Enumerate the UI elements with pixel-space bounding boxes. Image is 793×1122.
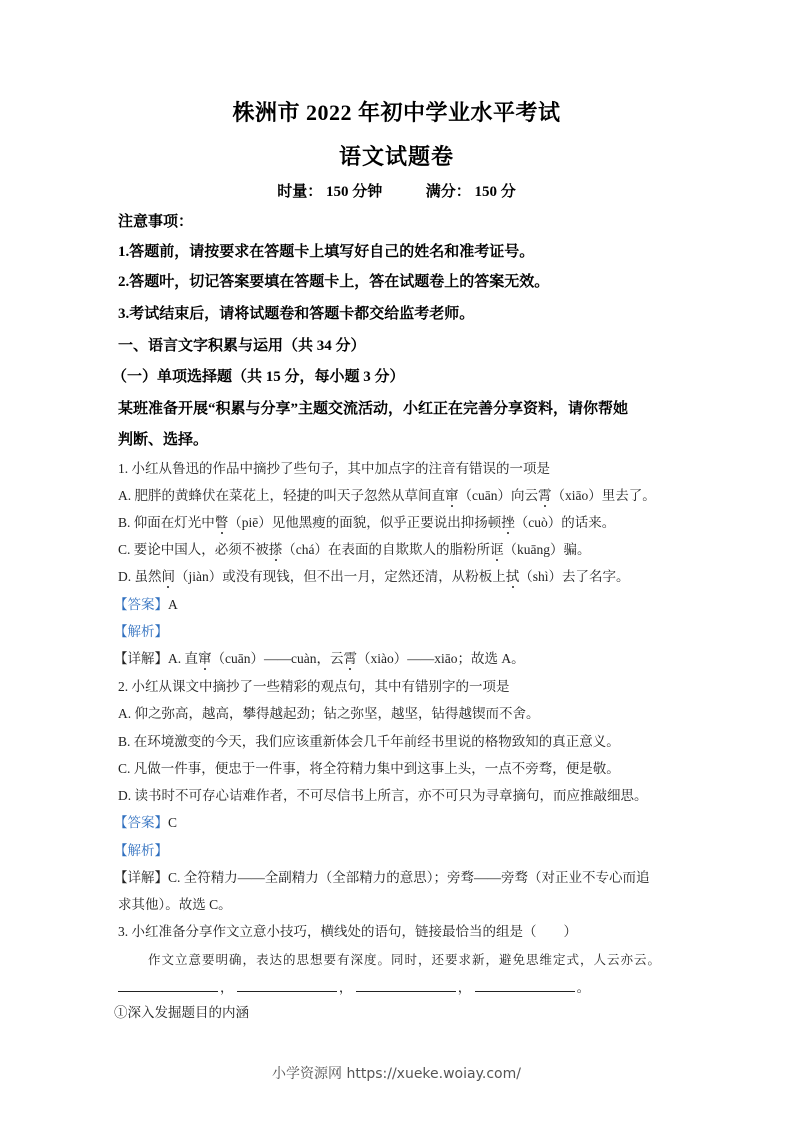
dotted-char: 诓 — [490, 542, 504, 557]
exam-title: 株洲市 2022 年初中学业水平考试 — [232, 100, 561, 125]
detail-line: 求其他）。故选 C。 — [118, 897, 232, 912]
note-item: 1.答题前，请按要求在答题卡上填写好自己的姓名和准考证号。 — [118, 244, 535, 260]
question-stem: 1. 小红从鲁迅的作品中摘抄了些句子，其中加点字的注音有错误的一项是 — [118, 461, 550, 476]
option-text: C. 要论中国人，必须不被 — [118, 542, 269, 557]
option-text: （cuān）向云 — [458, 488, 538, 503]
footer-watermark: 小学资源网 https://xueke.woiay.com/ — [272, 1066, 521, 1082]
blank-sep: 。 — [576, 980, 591, 995]
option-b — [118, 513, 678, 533]
detail-text: C. 全符精力——全副精力（全部精力的意思）；旁骛——旁骛（对正业不专心而追 — [168, 870, 650, 885]
blank-sep: ， — [457, 980, 472, 995]
analysis-label: 【解析】 — [114, 624, 168, 639]
detail-label: 【详解】 — [114, 651, 168, 666]
option-d: D. 读书时不可存心诘难作者，不可尽信书上所言，亦不可只为寻章摘句，而应推敲细思。 — [118, 788, 648, 803]
fill-blanks — [118, 978, 678, 998]
exam-meta — [0, 180, 793, 201]
blank-4 — [475, 979, 575, 992]
note-item: 3.考试结束后，请将试题卷和答题卡都交给监考老师。 — [118, 306, 475, 322]
answer-value: C — [168, 815, 178, 830]
section-intro: 判断、选择。 — [118, 432, 209, 448]
detail-label: 【详解】 — [114, 870, 168, 885]
question-passage: 作文立意要明确，表达的思想要有深度。同时，还要求新，避免思维定式，人云亦云。 — [148, 952, 662, 967]
blank-3 — [356, 979, 456, 992]
dotted-char: 搽 — [268, 542, 283, 557]
option-text: （piē）见他黑瘦的面貌，似乎正要说出抑扬顿 — [228, 515, 502, 530]
option-text: D. 虽然 — [118, 569, 162, 584]
dotted-char: 霄 — [343, 651, 357, 666]
option-c — [118, 540, 678, 560]
dotted-char: 窜 — [445, 488, 459, 503]
option-text: B. 仰面在灯光中 — [118, 515, 215, 530]
option-text: （jiàn）或没有现钱，但不出一月，定然还清，从粉板上 — [175, 569, 506, 584]
dotted-char: 挫 — [501, 515, 515, 530]
option-text: A. 肥胖的黄蜂伏在菜花上，轻捷的叫天子忽然从草间直 — [118, 488, 445, 503]
blank-2 — [237, 979, 337, 992]
note-item: 2.答题叶，切记答案要填在答题卡上，答在试题卷上的答案无效。 — [118, 274, 550, 290]
detail-text: A. 直 — [168, 651, 198, 666]
answer-label: 【答案】 — [114, 597, 168, 612]
option-a: A. 仰之弥高，越高，攀得越起劲；钻之弥坚，越坚，钻得越锲而不舍。 — [118, 706, 540, 721]
exam-subtitle: 语文试题卷 — [338, 144, 454, 169]
choice-item: ①深入发掘题目的内涵 — [114, 1005, 249, 1020]
dotted-char: 间 — [161, 569, 175, 584]
section-heading: 一、语言文字积累与运用（共 34 分） — [118, 338, 366, 354]
answer-value: A — [168, 597, 178, 612]
option-text: （chá）在表面的自欺欺人的脂粉所 — [282, 542, 490, 557]
notes-heading: 注意事项： — [118, 214, 194, 230]
option-text: （cuò）的话来。 — [514, 515, 616, 530]
subsection-heading: （一）单项选择题（共 15 分，每小题 3 分） — [112, 369, 405, 385]
detail-text: （cuān）——cuàn，云 — [211, 651, 344, 666]
option-d — [118, 567, 678, 587]
score-label: 满分： — [425, 184, 471, 200]
dotted-char: 窜 — [198, 651, 212, 666]
time-label: 时量： — [277, 184, 323, 200]
answer-line — [114, 813, 674, 833]
dotted-char: 瞥 — [214, 515, 229, 530]
blank-sep: ， — [220, 980, 234, 995]
detail-text: （xiào）——xiāo；故选 A。 — [356, 651, 525, 666]
detail-line — [114, 868, 674, 888]
dotted-char: 拭 — [505, 569, 520, 584]
option-a — [118, 486, 678, 506]
option-c: C. 凡做一件事，便忠于一件事，将全符精力集中到这事上头，一点不旁骛，便是敬。 — [118, 761, 620, 776]
dotted-char: 霄 — [537, 488, 552, 503]
time-value: 150 分钟 — [325, 184, 383, 200]
option-text: （shì）去了名字。 — [519, 569, 630, 584]
answer-line — [114, 595, 674, 615]
question-stem: 3. 小红准备分享作文立意小技巧，横线处的语句，链接最恰当的组是（ ） — [118, 924, 577, 939]
blank-sep: ， — [338, 980, 353, 995]
question-stem: 2. 小红从课文中摘抄了一些精彩的观点句，其中有错别字的一项是 — [118, 679, 510, 694]
section-intro: 某班准备开展“积累与分享”主题交流活动，小红正在完善分享资料，请你帮她 — [118, 401, 629, 417]
option-text: （xiāo）里去了。 — [551, 488, 656, 503]
analysis-label: 【解析】 — [114, 843, 168, 858]
answer-label: 【答案】 — [114, 815, 168, 830]
blank-1 — [118, 979, 218, 992]
detail-line — [114, 649, 674, 669]
score-value: 150 分 — [474, 184, 516, 200]
option-b: B. 在环境激变的今天，我们应该重新体会几千年前经书里说的格物致知的真正意义。 — [118, 734, 620, 749]
option-text: （kuāng）骗。 — [503, 542, 591, 557]
